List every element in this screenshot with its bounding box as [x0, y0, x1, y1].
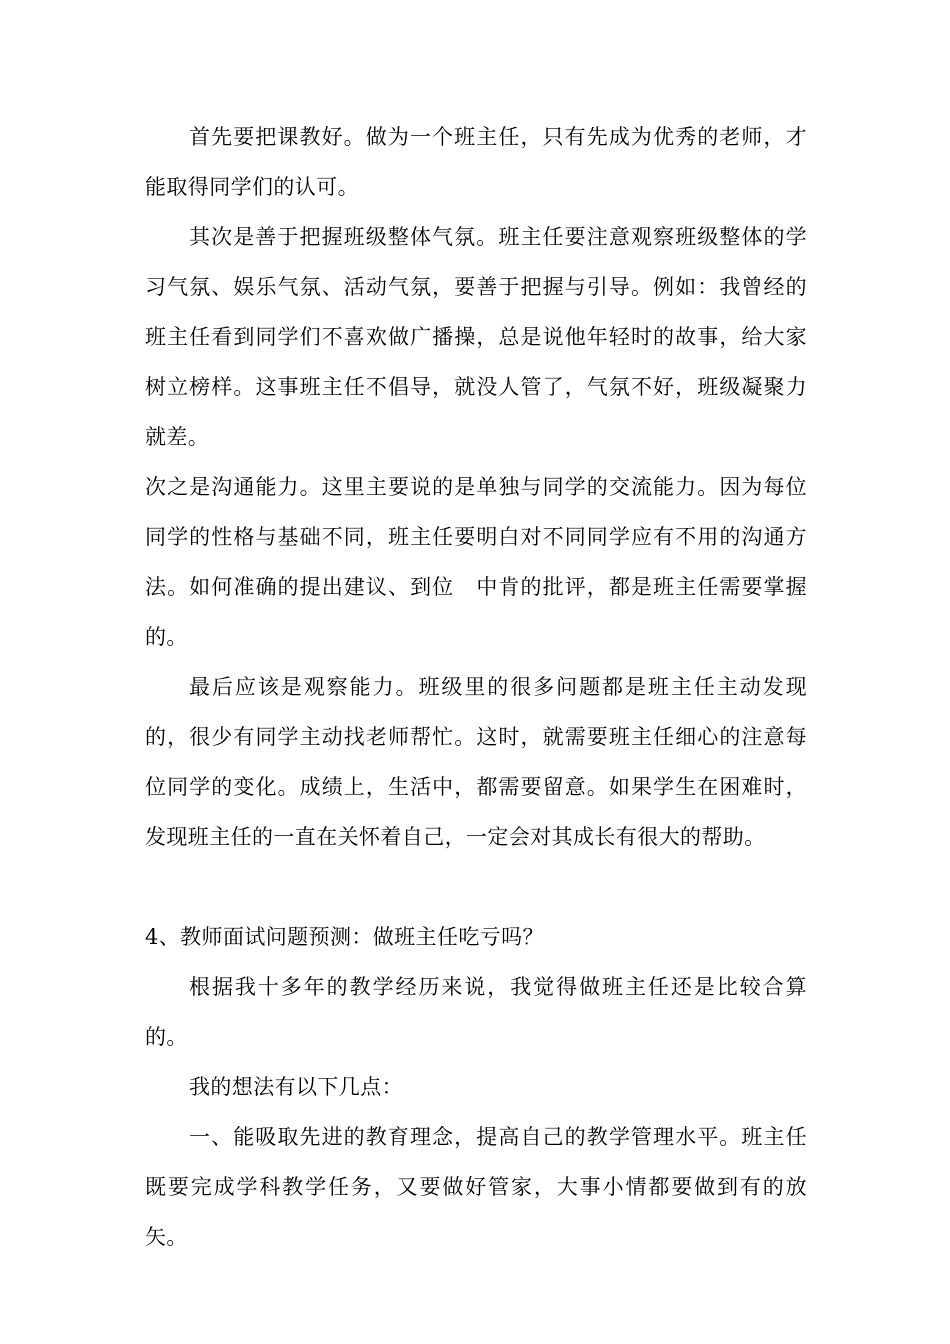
document-body [145, 112, 807, 1262]
paragraph-teaching-well: 首先要把课教好。做为一个班主任，只有先成为优秀的老师，才能取得同学们的认可。 [145, 125, 807, 199]
paragraph-point-one: 一、能吸取先进的教育理念，提高自己的教学管理水平。班主任既要完成学科教学任务，又要做好管家，大事小情都要做到有的放矢。 [145, 1125, 807, 1249]
paragraph-communication: 次之是沟通能力。这里主要说的是单独与同学的交流能力。因为每位同学的性格与基础不同，班主任要明白对不同同学应有不用的沟通方法。如何准确的提出建议、到位 中肯的批评，都是班主任需要掌握的。 [145, 475, 807, 649]
paragraph-experience: 根据我十多年的教学经历来说，我觉得做班主任还是比较合算的。 [145, 975, 807, 1049]
paragraph-observation: 最后应该是观察能力。班级里的很多问题都是班主任主动发现的，很少有同学主动找老师帮忙。这时，就需要班主任细心的注意每位同学的变化。成绩上，生活中，都需要留意。如果学生在困难时，发现班主任的一直在关怀着自己，一定会对其成长有很大的帮助。 [145, 675, 807, 849]
paragraph-class-atmosphere: 其次是善于把握班级整体气氛。班主任要注意观察班级整体的学习气氛、娱乐气氛、活动气氛，要善于把握与引导。例如：我曾经的班主任看到同学们不喜欢做广播操，总是说他年轻时的故事，给大家树立榜样。这事班主任不倡导，就没人管了，气氛不好，班级凝聚力就差。 [145, 225, 807, 449]
paragraph-points-intro: 我的想法有以下几点： [189, 1075, 403, 1099]
section-heading-question-4: 4、教师面试问题预测：做班主任吃亏吗？ [145, 925, 544, 949]
